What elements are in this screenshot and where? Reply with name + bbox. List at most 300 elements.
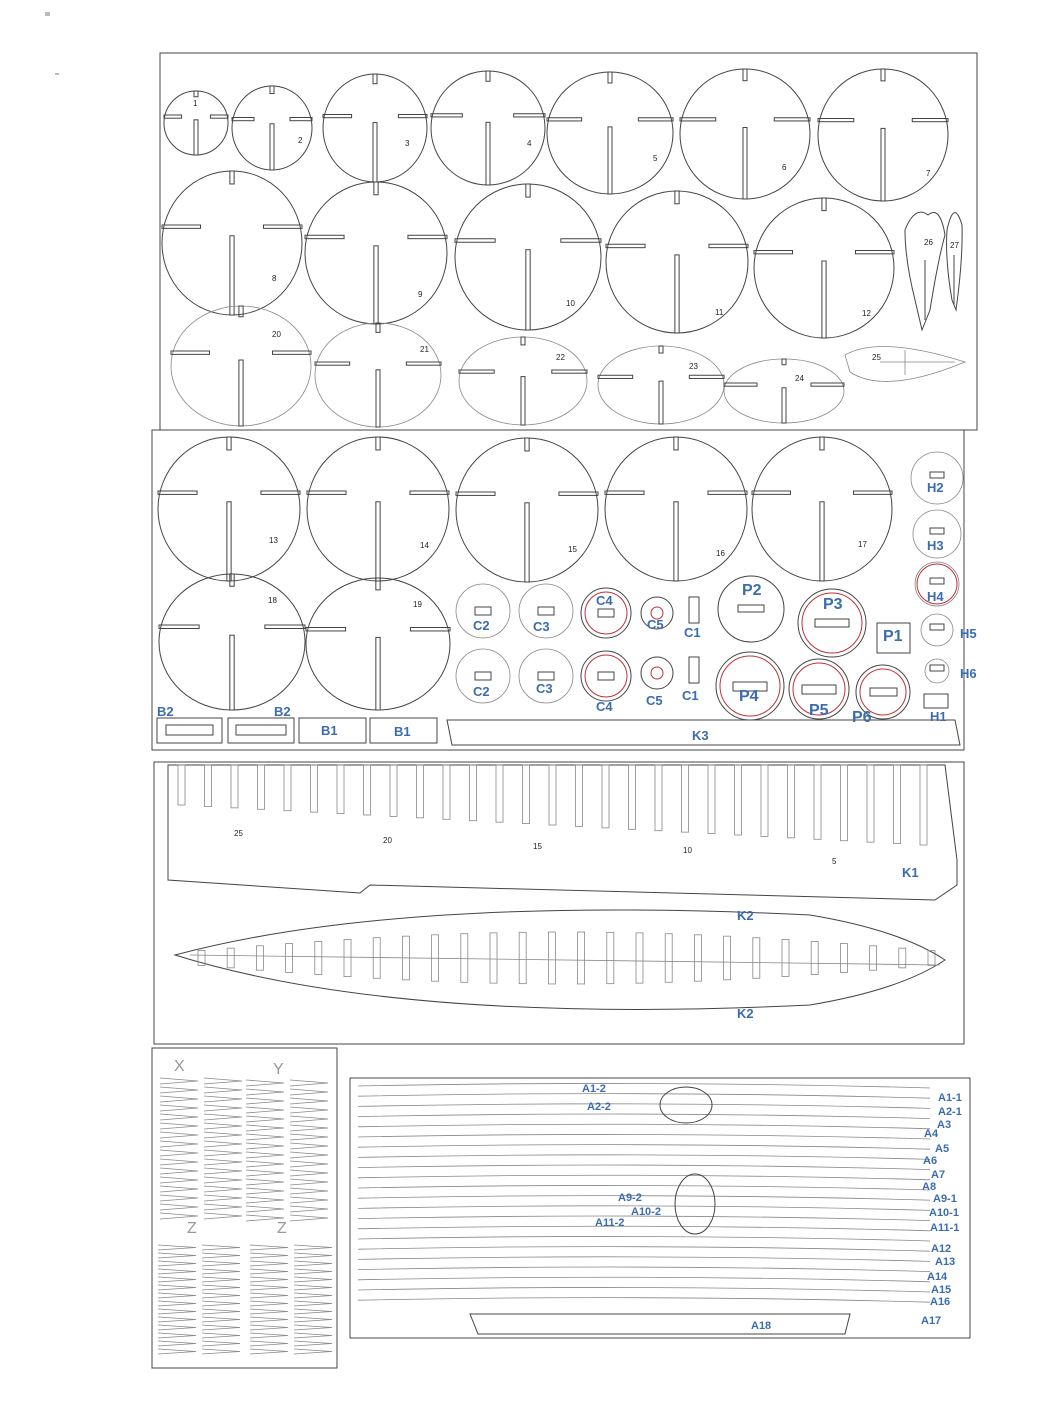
k2-slot xyxy=(578,932,585,984)
comb-tooth xyxy=(204,1177,242,1183)
stringer-line xyxy=(358,1267,930,1272)
comb-tooth xyxy=(290,1215,328,1221)
frame-slot xyxy=(194,91,198,97)
frame-slot xyxy=(659,346,663,353)
stringer-label: A18 xyxy=(751,1320,772,1332)
frame-outline xyxy=(171,306,311,426)
frame-ring xyxy=(232,86,312,170)
comb-tooth xyxy=(246,1152,284,1158)
b-strips xyxy=(157,694,960,745)
comb-tooth xyxy=(294,1317,332,1322)
comb-tooth xyxy=(158,1293,196,1298)
frame-slot xyxy=(323,115,352,118)
part-label-c4: C4 xyxy=(596,699,613,714)
comb-tooth xyxy=(250,1261,288,1266)
k1-tooth xyxy=(894,765,901,844)
stringer-label: A1-2 xyxy=(582,1083,606,1095)
frame-slot xyxy=(459,370,494,373)
frame-slot xyxy=(820,437,824,450)
frame-outline xyxy=(323,74,427,182)
frame-ring xyxy=(754,198,894,338)
frame-slot xyxy=(856,251,895,254)
comb-tooth xyxy=(250,1293,288,1298)
frame-outline xyxy=(752,437,892,581)
frame-slot xyxy=(822,198,826,211)
frame-label: 22 xyxy=(556,353,565,362)
stringer-line xyxy=(358,1257,930,1262)
comb-tooth xyxy=(290,1143,328,1149)
frame-slot xyxy=(782,359,786,365)
p4-ring xyxy=(716,652,784,720)
k2-slot xyxy=(315,941,322,974)
k1-tooth xyxy=(761,765,768,836)
c-slot xyxy=(538,607,554,615)
frame-slot xyxy=(194,120,198,155)
frame-label: 9 xyxy=(418,290,423,299)
frame-slot xyxy=(261,491,300,494)
frame-ring xyxy=(307,437,449,581)
stringer-label: A9-1 xyxy=(933,1193,957,1205)
frame-slot xyxy=(227,502,231,581)
comb-tooth xyxy=(246,1188,284,1194)
frame-label: 12 xyxy=(862,309,871,318)
frame-slot xyxy=(374,246,378,324)
frame-slot xyxy=(410,491,449,494)
frame-slot xyxy=(525,503,529,582)
comb-tooth xyxy=(294,1253,332,1258)
frame-ring xyxy=(306,578,450,710)
frame-label: 1 xyxy=(193,99,198,108)
stringer-line xyxy=(358,1185,930,1190)
frame-slot xyxy=(854,491,893,494)
k2-slot xyxy=(490,933,497,983)
stringer-label: A5 xyxy=(935,1143,950,1155)
comb-tooth xyxy=(290,1107,328,1113)
part-label-h3: H3 xyxy=(927,538,944,553)
frame-outline xyxy=(456,438,598,582)
part-label-h2: H2 xyxy=(927,480,944,495)
comb-tooth xyxy=(202,1277,240,1282)
c1-strip xyxy=(689,597,699,623)
comb-tooth xyxy=(290,1161,328,1167)
frame-label: 14 xyxy=(420,541,429,550)
comb-tooth xyxy=(290,1080,328,1086)
comb-tooth xyxy=(250,1349,288,1354)
stringer-line xyxy=(358,1287,930,1292)
comb-tooth xyxy=(204,1105,242,1111)
comb-tooth xyxy=(246,1107,284,1113)
frame-slot xyxy=(265,625,305,629)
frame-ring xyxy=(315,323,441,427)
frame-slot xyxy=(210,115,228,118)
frame-slot xyxy=(306,628,346,631)
comb-tooth xyxy=(250,1253,288,1258)
comb-tooth xyxy=(294,1301,332,1306)
frame-ring xyxy=(680,69,810,199)
comb-tooth xyxy=(246,1161,284,1167)
stringer-label: A2-1 xyxy=(938,1106,962,1118)
frame-label: 13 xyxy=(269,536,278,545)
part-label-k3: K3 xyxy=(692,728,709,743)
frame-slot xyxy=(526,184,530,197)
comb-tooth xyxy=(290,1089,328,1095)
comb-tooth xyxy=(160,1096,198,1102)
stringer-label: A7 xyxy=(931,1169,946,1181)
frame-slot xyxy=(408,235,447,238)
comb-tooth xyxy=(290,1179,328,1185)
comb-tooth xyxy=(290,1134,328,1140)
part-label-h4: H4 xyxy=(927,589,944,604)
stringer-label: A17 xyxy=(921,1315,942,1327)
frame-label: 27 xyxy=(950,241,959,250)
comb-tooth xyxy=(204,1186,242,1192)
comb-tooth xyxy=(250,1325,288,1330)
stringer-label: A2-2 xyxy=(587,1101,611,1113)
comb-tooth xyxy=(158,1277,196,1282)
frame-outline xyxy=(315,323,441,427)
frame-slot xyxy=(455,239,495,243)
frame-ring xyxy=(818,69,948,201)
frame-label: 16 xyxy=(716,549,725,558)
frame-slot xyxy=(743,69,747,81)
part-label-c3: C3 xyxy=(533,619,550,634)
frame-slot xyxy=(230,574,234,586)
stringer-line xyxy=(358,1155,930,1160)
k1-tooth xyxy=(205,765,212,806)
stringer-line xyxy=(358,1226,930,1231)
k2-slot xyxy=(694,935,701,981)
stringer-label: A15 xyxy=(931,1284,952,1296)
frame-slot xyxy=(162,225,201,228)
p-slot xyxy=(870,688,897,696)
k2-slot xyxy=(724,936,731,980)
comb-tooth xyxy=(158,1301,196,1306)
frame-outline xyxy=(159,574,305,710)
comb-tooth xyxy=(158,1317,196,1322)
frame-slot xyxy=(675,255,679,333)
frame-label: 5 xyxy=(653,154,658,163)
frame-slot xyxy=(822,261,826,338)
frame-slot xyxy=(376,502,380,581)
frame-outline xyxy=(818,69,948,201)
part-label-b1: B1 xyxy=(394,724,411,739)
frame-outline xyxy=(431,71,545,185)
comb-tooth xyxy=(160,1087,198,1093)
stringer-line xyxy=(358,1124,930,1129)
k1-tooth xyxy=(178,765,185,805)
frame-label: 15 xyxy=(568,545,577,554)
frame-label: 26 xyxy=(924,238,933,247)
frame-slot xyxy=(376,370,380,427)
comb-tooth xyxy=(250,1301,288,1306)
comb-tooth xyxy=(246,1179,284,1185)
comb-tooth xyxy=(204,1159,242,1165)
p-slot xyxy=(802,685,836,694)
frame-slot xyxy=(232,118,254,121)
frame-slot xyxy=(373,123,377,182)
frame-slot xyxy=(881,128,885,201)
comb-tooth xyxy=(202,1317,240,1322)
frame-slot xyxy=(689,375,724,378)
frame-slot xyxy=(559,492,598,495)
comb-tooth xyxy=(202,1293,240,1298)
comb-tooth xyxy=(204,1096,242,1102)
frame-ring xyxy=(455,184,601,330)
frame-slot xyxy=(674,502,678,581)
frame-outline xyxy=(455,184,601,330)
c-slot xyxy=(598,672,614,680)
frame-slot xyxy=(290,118,312,121)
comb-tooth xyxy=(204,1150,242,1156)
c-slot xyxy=(475,607,491,615)
part-label-c3: C3 xyxy=(536,681,553,696)
frame-label: 11 xyxy=(715,308,724,317)
frame-label: 23 xyxy=(689,362,698,371)
comb-tooth xyxy=(204,1204,242,1210)
comb-tooth xyxy=(294,1333,332,1338)
comb-tooth xyxy=(160,1213,198,1219)
frame-slot xyxy=(230,635,234,710)
comb-tooth xyxy=(294,1285,332,1290)
k1-tooth xyxy=(417,765,424,818)
comb-tooth xyxy=(160,1123,198,1129)
frame-outline xyxy=(307,437,449,581)
stringer-label: A12 xyxy=(931,1243,952,1255)
frame-slot xyxy=(158,491,197,494)
frame-slot xyxy=(227,437,231,450)
comb-tooth xyxy=(202,1301,240,1306)
frame-label: 4 xyxy=(527,139,532,148)
part-label-p1: P1 xyxy=(883,628,903,645)
comb-tooth xyxy=(246,1125,284,1131)
frame-slot xyxy=(230,171,234,184)
k1-tooth xyxy=(788,765,795,838)
frame-slot xyxy=(159,625,199,629)
frame-slot xyxy=(406,362,441,365)
stringer-line xyxy=(358,1298,930,1303)
frame-ring xyxy=(159,574,305,710)
frame-outline xyxy=(754,198,894,338)
comb-tooth xyxy=(160,1168,198,1174)
frame-slot xyxy=(638,118,673,121)
frame-ring xyxy=(158,437,300,581)
stringer-label: A16 xyxy=(930,1296,951,1308)
part-label-p4: P4 xyxy=(739,688,759,705)
frame-slot xyxy=(606,244,645,247)
stringer-label: A8 xyxy=(922,1181,937,1193)
comb-tooth xyxy=(160,1204,198,1210)
keel-tick-label: 25 xyxy=(234,829,243,838)
k1-tooth xyxy=(602,765,609,828)
comb-tooth xyxy=(204,1114,242,1120)
frame-slot xyxy=(164,115,182,118)
k1-tooth xyxy=(841,765,848,841)
frame-label: 19 xyxy=(413,600,422,609)
frame-slot xyxy=(709,244,748,247)
comb-tooth xyxy=(202,1341,240,1346)
comb-tooth xyxy=(160,1177,198,1183)
stringer-line xyxy=(358,1236,930,1241)
stringer-combs xyxy=(158,1078,332,1354)
frame-slot xyxy=(774,118,810,121)
comb-tooth xyxy=(204,1078,242,1084)
comb-tooth xyxy=(246,1089,284,1095)
frame-slot xyxy=(374,182,378,195)
k2-slot xyxy=(870,946,877,970)
k2-slot xyxy=(665,934,672,983)
comb-tooth xyxy=(160,1141,198,1147)
frame-label: 6 xyxy=(782,163,787,172)
k2-slot xyxy=(373,938,380,979)
keel-tick-label: 5 xyxy=(832,857,837,866)
stringer-line xyxy=(358,1134,930,1139)
comb-tooth xyxy=(158,1261,196,1266)
keel-k2 xyxy=(175,910,945,1009)
k1-tooth xyxy=(443,765,450,819)
frame-slot xyxy=(171,351,210,354)
part-label-p5: P5 xyxy=(809,702,829,719)
frame-slot xyxy=(398,115,427,118)
frame-slot xyxy=(521,337,525,345)
comb-tooth xyxy=(294,1261,332,1266)
frame-ring xyxy=(459,337,587,425)
stringer-label: A9-2 xyxy=(618,1192,642,1204)
frame-ring xyxy=(605,437,747,581)
k1-tooth xyxy=(231,765,238,808)
comb-tooth xyxy=(202,1325,240,1330)
frame-outline xyxy=(606,191,748,333)
frame-ring xyxy=(598,346,724,424)
frame-slot xyxy=(305,235,344,238)
frame-outline xyxy=(547,72,673,194)
frame-slot xyxy=(486,71,490,81)
frame-ring xyxy=(752,437,892,581)
frame-slot xyxy=(818,119,854,122)
frame-slot xyxy=(373,74,377,84)
comb-tooth xyxy=(250,1341,288,1346)
frame-ring xyxy=(456,438,598,582)
frame-outline xyxy=(232,86,312,170)
frame-label: 25 xyxy=(872,353,881,362)
part-label-c2: C2 xyxy=(473,684,490,699)
comb-tooth xyxy=(246,1098,284,1104)
frame-slot xyxy=(376,437,380,450)
comb-label-z: Z xyxy=(277,1220,287,1237)
stringer-label: A4 xyxy=(924,1128,939,1140)
p4-marker xyxy=(720,656,780,716)
stringer-label: A11-2 xyxy=(595,1217,625,1229)
comb-tooth xyxy=(294,1325,332,1330)
comb-tooth xyxy=(158,1325,196,1330)
comb-tooth xyxy=(294,1349,332,1354)
frame-outline xyxy=(459,337,587,425)
part-label-c1: C1 xyxy=(684,625,701,640)
stringer-line xyxy=(358,1114,930,1119)
comb-tooth xyxy=(202,1269,240,1274)
frame-slot xyxy=(307,491,346,494)
stringer-line xyxy=(358,1104,930,1109)
stringer-label: A3 xyxy=(937,1119,952,1131)
frame-slot xyxy=(674,437,678,450)
frame-slot xyxy=(514,114,545,117)
frame-ring xyxy=(305,182,447,324)
frame-label: 8 xyxy=(272,274,277,283)
comb-tooth xyxy=(202,1333,240,1338)
k1-tooth xyxy=(470,765,477,821)
comb-label-z: Z xyxy=(187,1220,197,1237)
frame-slot xyxy=(239,306,243,317)
c4-marker xyxy=(585,655,627,697)
comb-tooth xyxy=(204,1087,242,1093)
frame-slot xyxy=(521,377,525,425)
comb-tooth xyxy=(160,1186,198,1192)
frame-ring xyxy=(606,191,748,333)
frame-slot xyxy=(486,122,490,185)
k2-slot xyxy=(286,944,293,973)
k2-slot xyxy=(461,934,468,983)
frame-slot xyxy=(315,362,350,365)
frame-slot xyxy=(675,191,679,204)
stringer-line xyxy=(358,1247,930,1252)
comb-tooth xyxy=(290,1206,328,1212)
k2-slot xyxy=(782,940,789,977)
frame-slot xyxy=(456,492,495,495)
frame-outline xyxy=(598,346,724,424)
keel-k1 xyxy=(168,765,957,900)
k1-tooth xyxy=(390,765,397,816)
comb-tooth xyxy=(158,1245,196,1250)
comb-tooth xyxy=(294,1293,332,1298)
frame-outline xyxy=(680,69,810,199)
comb-tooth xyxy=(204,1132,242,1138)
comb-tooth xyxy=(160,1195,198,1201)
part-label-b1: B1 xyxy=(321,723,338,738)
comb-label-y: Y xyxy=(273,1061,284,1078)
frame-slot xyxy=(270,124,274,170)
frame-slot xyxy=(552,370,587,373)
fuselage-frames xyxy=(158,69,948,710)
frame-label: 21 xyxy=(420,345,429,354)
k2-slot xyxy=(840,944,847,973)
h-slot xyxy=(930,665,944,671)
comb-tooth xyxy=(290,1125,328,1131)
part-label-h6: H6 xyxy=(960,666,977,681)
frame-26-27 xyxy=(905,212,962,330)
k1-tooth xyxy=(284,765,291,811)
comb-tooth xyxy=(246,1197,284,1203)
stringer-line xyxy=(358,1165,930,1170)
comb-label-x: X xyxy=(174,1058,185,1075)
frame-slot xyxy=(273,351,312,354)
k2-slot xyxy=(344,940,351,977)
frame-slot xyxy=(525,438,529,451)
comb-tooth xyxy=(290,1152,328,1158)
frame-outline xyxy=(162,171,302,315)
comb-tooth xyxy=(158,1309,196,1314)
comb-tooth xyxy=(160,1114,198,1120)
frame-slot xyxy=(561,239,601,243)
k1-tooth xyxy=(735,765,742,835)
h-slot xyxy=(930,472,944,478)
part-label-k2: K2 xyxy=(737,908,754,923)
frame-slot xyxy=(608,127,612,194)
frame-slot xyxy=(782,388,786,423)
frame-slot xyxy=(598,375,633,378)
comb-tooth xyxy=(290,1170,328,1176)
frame-slot xyxy=(239,360,243,426)
stringer-label: A6 xyxy=(923,1155,938,1167)
p-slot xyxy=(815,619,849,627)
